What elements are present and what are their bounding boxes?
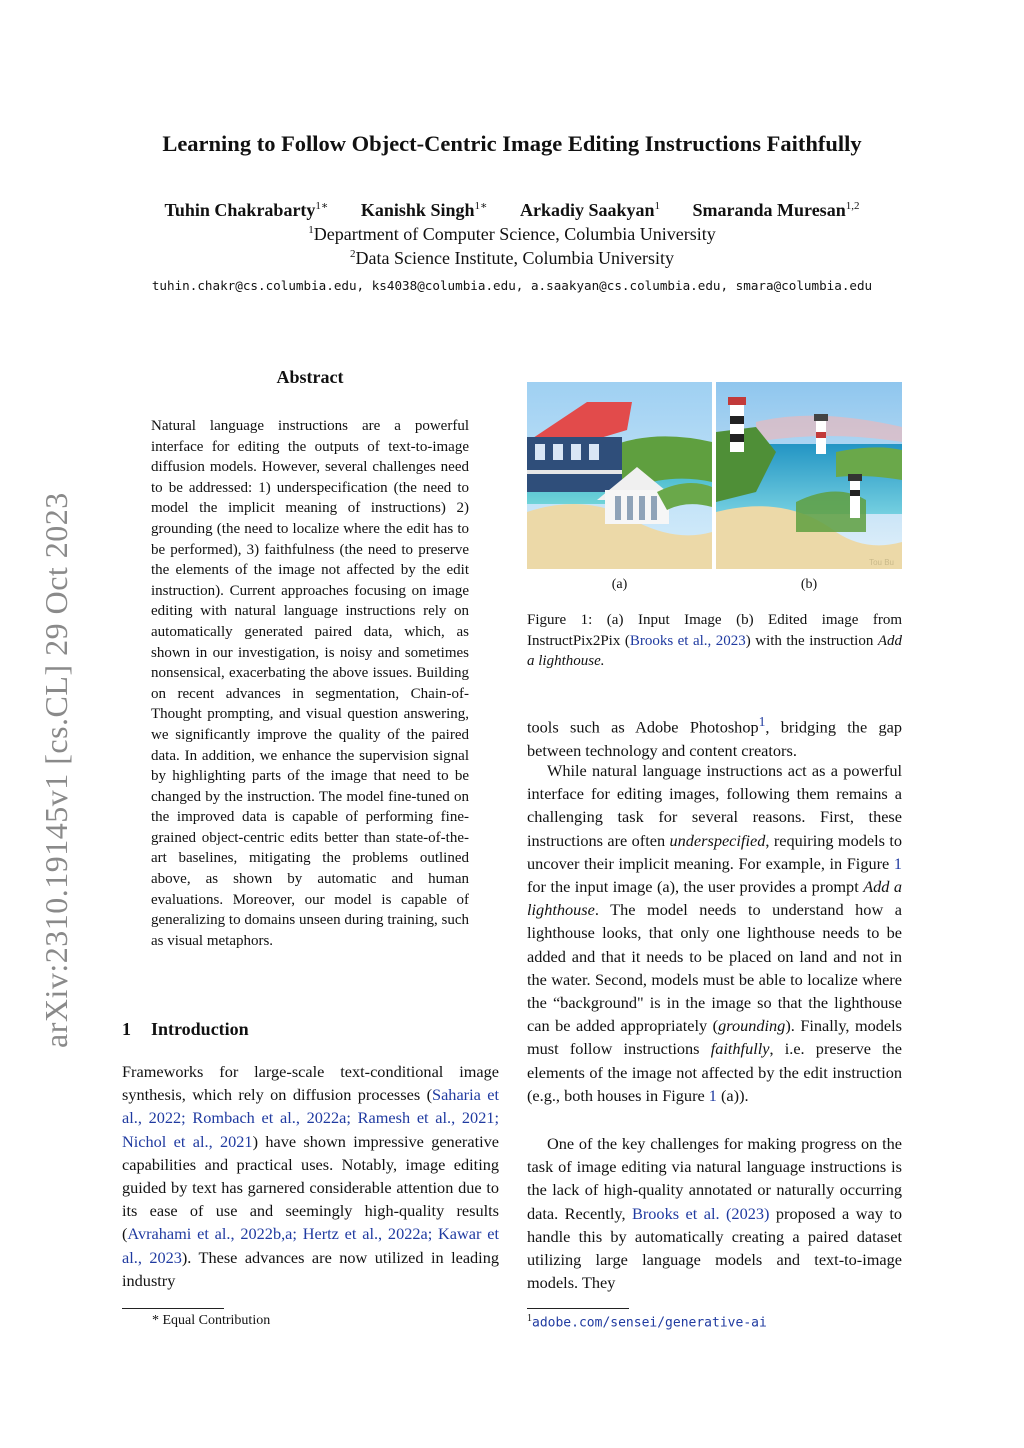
figure-image-input [527,382,712,569]
subfigure-label: (a) [611,577,628,592]
section-heading: 1 Introduction [122,1019,249,1039]
citation-link[interactable]: Avrahami et al., 2022b,a; Hertz et al., 2022a; Kawar et al., 2023 [122,1224,499,1267]
footnote-equal-contribution: * Equal Contribution [152,1313,271,1328]
footnote-rule [527,1308,629,1309]
citation-link[interactable]: Brooks et al. (2023) [632,1203,770,1223]
citation-link[interactable]: Brooks et al., 2023 [629,632,746,649]
arxiv-stamp: arXiv:2310.19145v1 [cs.CL] 29 Oct 2023 [38,492,74,1048]
figure-image-edited [716,382,902,569]
figure-ref-link[interactable]: 1 [708,1085,717,1105]
footnote-rule [122,1308,224,1309]
author: Smaranda Muresan$^{1,2}$ [692,200,860,220]
author: Tuhin Chakrabarty$^{1∗}$ [164,200,329,220]
abstract-text: Natural language instructions are a powerful interface for editing the outputs of text-to-image diffusion models. However, several challenges need to be addressed: 1) underspecification (the need to model the implicit meaning of instructions) 2) grounding (the need to localize where the edit has to be performed), 3) faithfulness (the need to preserve the elements of the image not affected by the edit instruction). Current approaches focusing on image editing with natural language instructions rely on automatically generated paired data, which, as shown in our investigation, is noisy and sometimes nonsensical, exacerbating the above issues. Building on recent advances in segmentation, Chain-of-Thought prompting, and visual question answering, we significantly improve the quality of the paired data. In addition, we enhance the supervision signal by highlighting parts of the image that need to be changed by the instruction. The model fine-tuned on the improved data is capable of performing fine-grained object-centric edits better than state-of-the-art baselines, mitigating the problems outlined above, as shown by automatic and human evaluations. Moreover, our model is capable of generalizing to domains unseen during training, such as visual metaphors. [151,418,469,949]
affiliation: $^1$Department of Computer Science, Columbia University [308,224,716,244]
image-watermark: Tou Bu [869,558,894,567]
body-paragraph: While natural language instructions act as a powerful interface for editing images, following them remains a challenging task for several reasons. First, these instructions are often underspecified, requiring models to uncover their implicit meaning. For example, in Figure 1 for the input image (a), the user provides a prompt Add a lighthouse. The model needs to understand how a lighthouse looks, that only one lighthouse needs to be added and that it needs to be placed on land and not in the water. Second, models must be able to localize where the “background" is in the image so that the lighthouse can be added appropriately (grounding). Finally, models must follow instructions faithfully, i.e. preserve the elements of the image not affected by the edit instruction (e.g., both houses in Figure 1 (a)). [527,761,903,1105]
author-emails: tuhin.chakr@cs.columbia.edu, ks4038@columbia.edu, a.saakyan@cs.columbia.edu, smara@columbia.edu [151,278,873,293]
body-paragraph: tools such as Adobe Photoshop$^1$, bridging the gap between technology and content creators. [527,714,902,760]
footnote-url: $^1$adobe.com/sensei/generative-ai [527,1313,767,1331]
affiliation: $^2$Data Science Institute, Columbia University [350,248,674,268]
body-paragraph: One of the key challenges for making progress on the task of image editing via natural language instructions is the lack of high-quality annotated or naturally occurring data. Recently, Brooks et al. (2023) proposed a way to handle this by automatically creating a paired dataset utilizing large language models and text-to-image models. They [527,1134,902,1293]
author: Arkadiy Saakyan$^1$ [519,200,661,220]
paper-title: Learning to Follow Object-Centric Image Editing Instructions Faithfully [162,131,862,156]
author-list [0,199,1024,221]
abstract-heading: Abstract [276,367,344,387]
citation-link[interactable]: Saharia et al., 2022; Rombach et al., 2022a; Ramesh et al., 2021; Nichol et al., 2021 [122,1085,500,1151]
author: Kanishk Singh$^{1∗}$ [360,200,488,220]
subfigure-label: (b) [800,577,818,592]
lighthouse-scene-illustration [716,382,902,569]
footnote-marker[interactable]: 1 [758,714,766,729]
figure-caption: Figure 1: (a) Input Image (b) Edited image from InstructPix2Pix (Brooks et al., 2023) with the instruction Add a lighthouse. [527,612,902,670]
intro-paragraph: Frameworks for large-scale text-conditional image synthesis, which rely on diffusion processes (Saharia et al., 2022; Rombach et al., 2022a; Ramesh et al., 2021; Nichol et al., 2021) have shown impressive generative capabilities and practical uses. Notably, image editing guided by text has garnered considerable attention due to its ease of use and seemingly high-quality results (Avrahami et al., 2022b,a; Hertz et al., 2022a; Kawar et al., 2023). These advances are now utilized in leading industry [122,1062,500,1290]
footnote-link[interactable]: adobe.com/sensei/generative-ai [532,1315,767,1331]
figure-ref-link[interactable]: 1 [893,853,902,873]
house-scene-illustration [527,382,712,569]
